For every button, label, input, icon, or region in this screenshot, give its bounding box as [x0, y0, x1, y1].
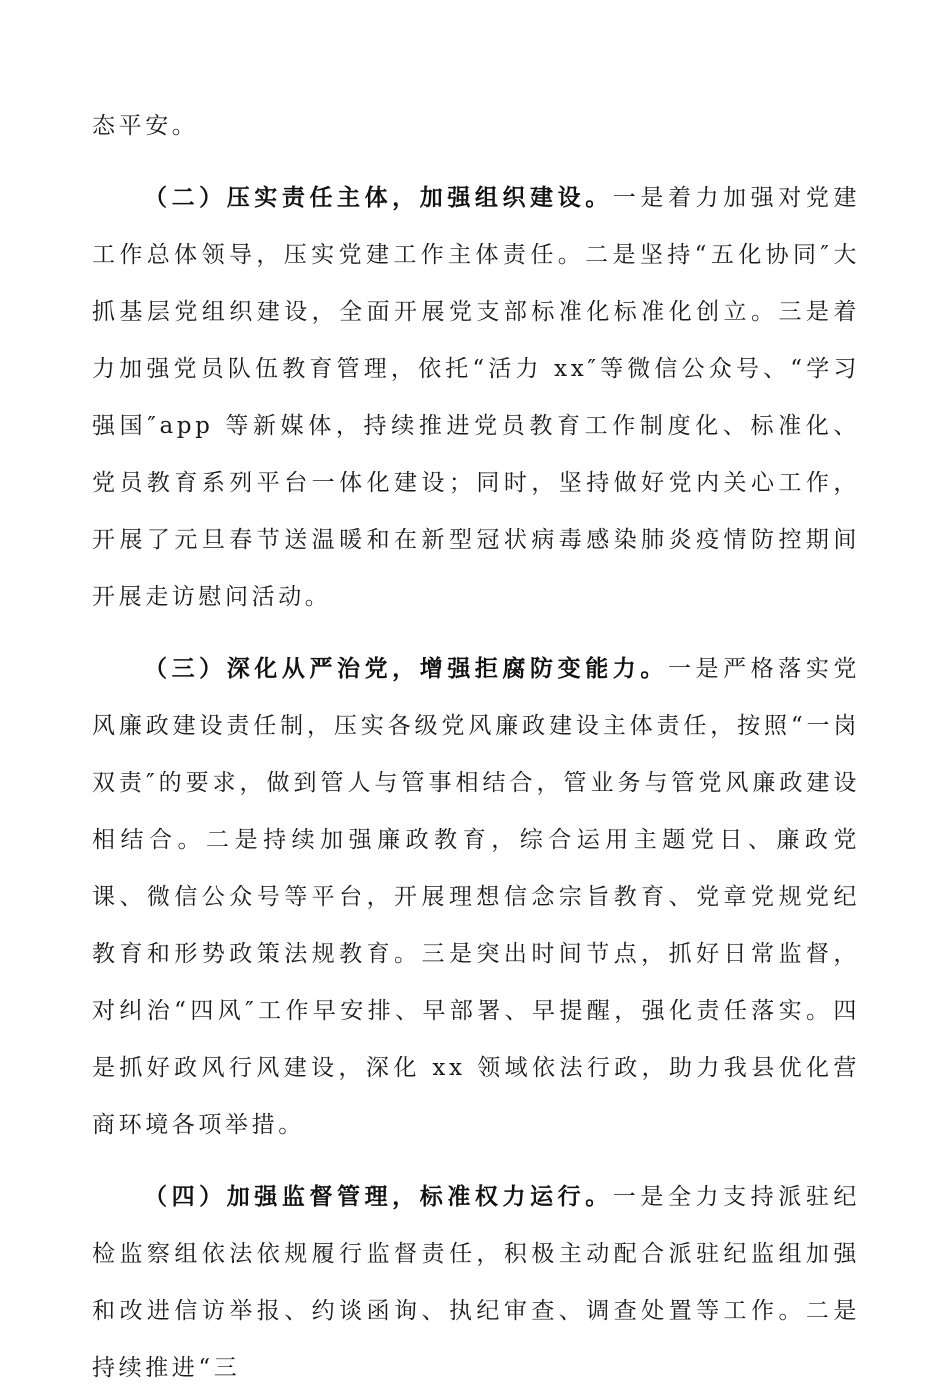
section-heading: （二）压实责任主体，加强组织建设。: [144, 184, 613, 211]
paragraph-continuation: [92, 98, 860, 155]
paragraph-section-4: [92, 1168, 860, 1397]
paragraph-body: 一是全力支持派驻纪检监察组依法依规履行监督责任，积极主动配合派驻纪监组加强和改进信访举报、约谈函询、执纪审查、调查处置等工作。二是持续推进“三: [92, 1184, 861, 1381]
paragraph-gap: [92, 626, 860, 640]
section-heading: （三）深化从严治党，增强拒腐防变能力。: [144, 655, 668, 682]
paragraph-section-3: [92, 640, 860, 1154]
paragraph-section-2: [92, 169, 860, 626]
paragraph-body: 一是严格落实党风廉政建设责任制，压实各级党风廉政建设主体责任，按照“一岗双责″的要求，做到管人与管事相结合，管业务与管党风廉政建设相结合。二是持续加强廉政教育，综合运用主题党日、廉政党课、微信公众号等平台，开展理想信念宗旨教育、党章党规党纪教育和形势政策法规教育。三是突出时间节点，抓好日常监督，对纠治“四风″工作早安排、早部署、早提醒，强化责任落实。四是抓好政风行风建设，深化 xx 领域依法行政，助力我县优化营商环境各项举措。: [92, 656, 860, 1138]
paragraph-body: 一是着力加强对党建工作总体领导，压实党建工作主体责任。二是坚持“五化协同″大抓基层党组织建设，全面开展党支部标准化标准化创立。三是着力加强党员队伍教育管理，依托“活力 xx″等微信公众号、“学习强国″app 等新媒体，持续推进党员教育工作制度化、标准化、党员教育系列平台一体化建设；同时，坚持做好党内关心工作，开展了元旦春节送温暖和在新型冠状病毒感染肺炎疫情防控期间开展走访慰问活动。: [92, 185, 861, 610]
paragraph-gap: [92, 155, 860, 169]
paragraph-gap: [92, 1154, 860, 1168]
paragraph-body: 态平安。: [92, 113, 199, 139]
document-page: [92, 98, 860, 1397]
section-heading: （四）加强监督管理，标准权力运行。: [144, 1183, 613, 1210]
